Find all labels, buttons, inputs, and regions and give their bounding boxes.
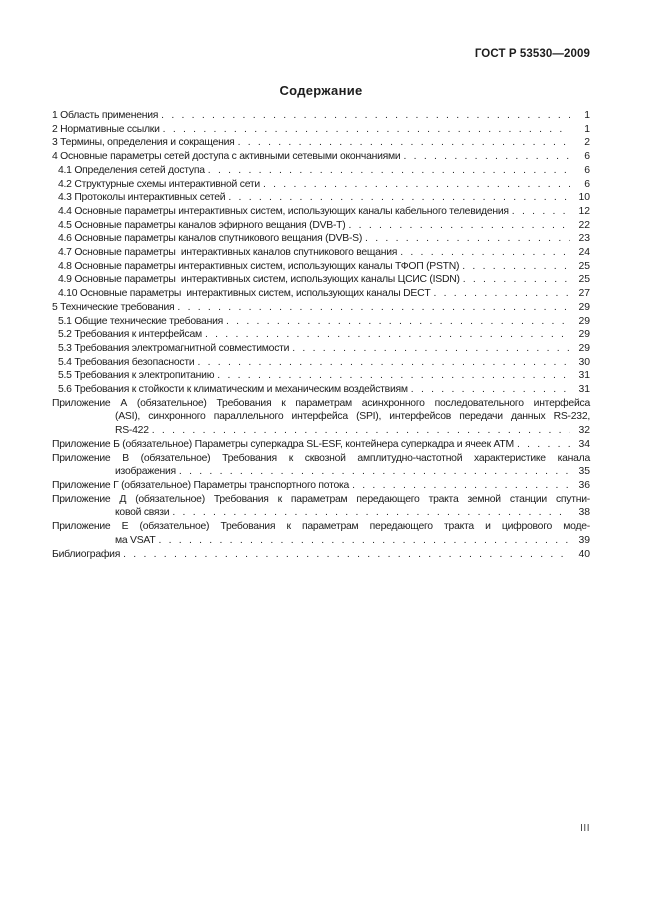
toc-line: [52, 506, 590, 520]
toc-list: [52, 109, 590, 561]
toc-line: [52, 520, 590, 534]
toc-entry: [52, 315, 590, 329]
toc-page-number: 38: [578, 507, 590, 519]
dot-leader: [152, 424, 570, 438]
dot-leader: [228, 191, 570, 205]
toc-line: [52, 383, 590, 397]
toc-entry-text: RS-422: [115, 425, 149, 437]
toc-page-number: 34: [578, 438, 590, 450]
dot-leader: [403, 150, 570, 164]
toc-entry: [52, 191, 590, 205]
toc-line: [52, 465, 590, 479]
toc-line: [52, 369, 590, 383]
toc-line: [52, 164, 590, 178]
toc-entry-text: изображения: [115, 466, 176, 478]
toc-entry: [52, 520, 590, 547]
dot-leader: [205, 328, 570, 342]
toc-entry-text: 4.6 Основные параметры каналов спутникового вещания (DVB-S): [58, 233, 363, 245]
toc-entry: [52, 479, 590, 493]
dot-leader: [179, 465, 570, 479]
toc-line: [52, 315, 590, 329]
toc-page-number: 31: [578, 370, 590, 382]
toc-entry-text: 4.1 Определения сетей доступа: [58, 164, 205, 176]
toc-line: [52, 219, 590, 233]
toc-page-number: 6: [584, 151, 590, 163]
dot-leader: [163, 123, 570, 137]
toc-line: [52, 493, 590, 507]
toc-entry-text: Приложение А (обязательное) Требования к параметрам асинхронного последовательного интерфейса: [52, 397, 590, 409]
toc-page-number: 25: [578, 274, 590, 286]
toc-line: [52, 260, 590, 274]
page-title: Содержание: [279, 83, 363, 98]
dot-leader: [217, 369, 570, 383]
toc-entry-text: Приложение Б (обязательное) Параметры суперкадра SL-ESF, контейнера суперкадра и ячеек ATM: [52, 438, 514, 450]
toc-page-number: 1: [584, 123, 590, 135]
toc-entry: [52, 150, 590, 164]
dot-leader: [292, 342, 570, 356]
toc-line: [52, 287, 590, 301]
toc-entry-text: Приложение Е (обязательное) Требования к параметрам передающего тракта и цифрового моде-: [52, 521, 590, 533]
toc-entry: [52, 301, 590, 315]
toc-entry-text: 4 Основные параметры сетей доступа с активными сетевыми окончаниями: [52, 151, 401, 163]
toc-line: [52, 136, 590, 150]
toc-page-number: 23: [578, 233, 590, 245]
toc-page-number: 22: [578, 219, 590, 231]
toc-line: [52, 232, 590, 246]
toc-entry: [52, 369, 590, 383]
page-number: III: [580, 823, 590, 834]
dot-leader: [517, 438, 570, 452]
toc-page-number: 35: [578, 466, 590, 478]
toc-entry: [52, 260, 590, 274]
toc-entry: [52, 548, 590, 562]
toc-line: [52, 410, 590, 424]
toc-page-number: 39: [578, 534, 590, 546]
toc-entry-text: 4.9 Основные параметры интерактивных систем, использующих каналы ЦСИС (ISDN): [58, 274, 460, 286]
toc-entry-text: 5.4 Требования безопасности: [58, 356, 195, 368]
toc-line: [52, 479, 590, 493]
toc-line: [52, 356, 590, 370]
toc-entry-text: 4.3 Протоколы интерактивных сетей: [58, 192, 226, 204]
toc-entry-text: 5.1 Общие технические требования: [58, 315, 223, 327]
toc-line: [52, 205, 590, 219]
toc-line: [52, 548, 590, 562]
dot-leader: [433, 287, 570, 301]
dot-leader: [263, 178, 570, 192]
toc-entry-text: 5.3 Требования электромагнитной совместимости: [58, 342, 290, 354]
toc-entry-text: 4.7 Основные параметры интерактивных каналов спутникового вещания: [58, 247, 398, 259]
toc-page-number: 31: [578, 384, 590, 396]
toc-line: [52, 273, 590, 287]
toc-entry-text: 1 Область применения: [52, 110, 159, 121]
toc-entry: [52, 438, 590, 452]
dot-leader: [172, 506, 570, 520]
toc-line: [52, 397, 590, 411]
page-footer: [580, 823, 590, 834]
toc-entry: [52, 273, 590, 287]
toc-line: [52, 246, 590, 260]
toc-entry: [52, 383, 590, 397]
toc-page-number: 29: [578, 315, 590, 327]
toc-page-number: 10: [578, 192, 590, 204]
toc-entry-text: Библиография: [52, 548, 121, 560]
toc-entry: [52, 342, 590, 356]
dot-leader: [348, 219, 570, 233]
toc-page-number: 6: [584, 164, 590, 176]
toc-entry: [52, 328, 590, 342]
dot-leader: [161, 109, 570, 123]
toc-line: [52, 438, 590, 452]
toc-entry-text: 5 Технические требования: [52, 301, 175, 313]
toc-line: [52, 150, 590, 164]
dot-leader: [208, 164, 570, 178]
toc-page-number: 36: [578, 479, 590, 491]
dot-leader: [238, 136, 570, 150]
dot-leader: [411, 383, 570, 397]
toc-entry: [52, 219, 590, 233]
toc-entry-text: 5.2 Требования к интерфейсам: [58, 329, 202, 341]
dot-leader: [462, 260, 570, 274]
dot-leader: [512, 205, 570, 219]
toc-entry: [52, 287, 590, 301]
toc-line: [52, 328, 590, 342]
dot-leader: [352, 479, 570, 493]
toc-page-number: 1: [584, 110, 590, 121]
toc-entry-text: 4.8 Основные параметры интерактивных систем, использующих каналы ТФОП (PSTN): [58, 260, 460, 272]
toc-line: [52, 424, 590, 438]
toc-entry-text: 4.10 Основные параметры интерактивных систем, использующих каналы DECT: [58, 288, 431, 300]
toc-entry: [52, 136, 590, 150]
dot-leader: [177, 301, 570, 315]
toc-entry: [52, 205, 590, 219]
toc-entry: [52, 246, 590, 260]
toc-entry-text: ковой связи: [115, 507, 170, 519]
toc-page-number: 30: [578, 356, 590, 368]
toc-page-number: 6: [584, 178, 590, 190]
toc-line: [52, 109, 590, 123]
toc-line: [52, 342, 590, 356]
toc-page-number: 27: [578, 288, 590, 300]
toc-entry-text: Приложение Г (обязательное) Параметры транспортного потока: [52, 479, 350, 491]
toc-entry-text: Приложение В (обязательное) Требования к сквозной амплитудно-частотной характеристике канала: [52, 452, 590, 464]
toc-line: [52, 178, 590, 192]
toc-entry-text: (ASI), синхронного параллельного интерфейса (SPI), интерфейсов передачи данных RS-232,: [115, 411, 590, 423]
toc-page-number: 32: [578, 425, 590, 437]
toc-entry-text: ма VSAT: [115, 534, 156, 546]
toc-entry: [52, 109, 590, 123]
dot-leader: [158, 534, 570, 548]
toc-entry: [52, 164, 590, 178]
toc-page-number: 40: [578, 548, 590, 560]
toc-entry-text: Приложение Д (обязательное) Требования к параметрам передающего тракта земной станции спутни-: [52, 493, 590, 505]
toc-line: [52, 452, 590, 466]
toc-page-number: 24: [578, 247, 590, 259]
toc-page-number: 12: [578, 205, 590, 217]
toc-entry-text: 4.4 Основные параметры интерактивных систем, использующих каналы кабельного телевидения: [58, 205, 509, 217]
toc-entry: [52, 123, 590, 137]
toc-page-number: 2: [584, 137, 590, 149]
toc-entry: [52, 397, 590, 438]
toc-entry-text: 5.6 Требования к стойкости к климатическим и механическим воздействиям: [58, 384, 408, 396]
toc-page-number: 25: [578, 260, 590, 272]
dot-leader: [197, 356, 570, 370]
document-header: [52, 47, 590, 61]
toc-entry: [52, 452, 590, 479]
toc-entry-text: 5.5 Требования к электропитанию: [58, 370, 215, 382]
toc-line: [52, 534, 590, 548]
toc-line: [52, 301, 590, 315]
toc-entry-text: 3 Термины, определения и сокращения: [52, 137, 235, 149]
toc-page-number: 29: [578, 301, 590, 313]
dot-leader: [463, 273, 570, 287]
dot-leader: [226, 315, 570, 329]
toc-entry: [52, 232, 590, 246]
toc-line: [52, 123, 590, 137]
dot-leader: [365, 232, 570, 246]
toc-entry: [52, 493, 590, 520]
toc-entry: [52, 178, 590, 192]
toc-line: [52, 191, 590, 205]
dot-leader: [400, 246, 570, 260]
toc-page-number: 29: [578, 329, 590, 341]
toc-page-number: 29: [578, 342, 590, 354]
toc-entry-text: 4.5 Основные параметры каналов эфирного вещания (DVB-T): [58, 219, 346, 231]
toc-entry-text: 2 Нормативные ссылки: [52, 123, 160, 135]
toc-entry-text: 4.2 Структурные схемы интерактивной сети: [58, 178, 260, 190]
toc-entry: [52, 356, 590, 370]
standard-number: ГОСТ Р 53530—2009: [474, 48, 590, 60]
dot-leader: [123, 548, 570, 562]
